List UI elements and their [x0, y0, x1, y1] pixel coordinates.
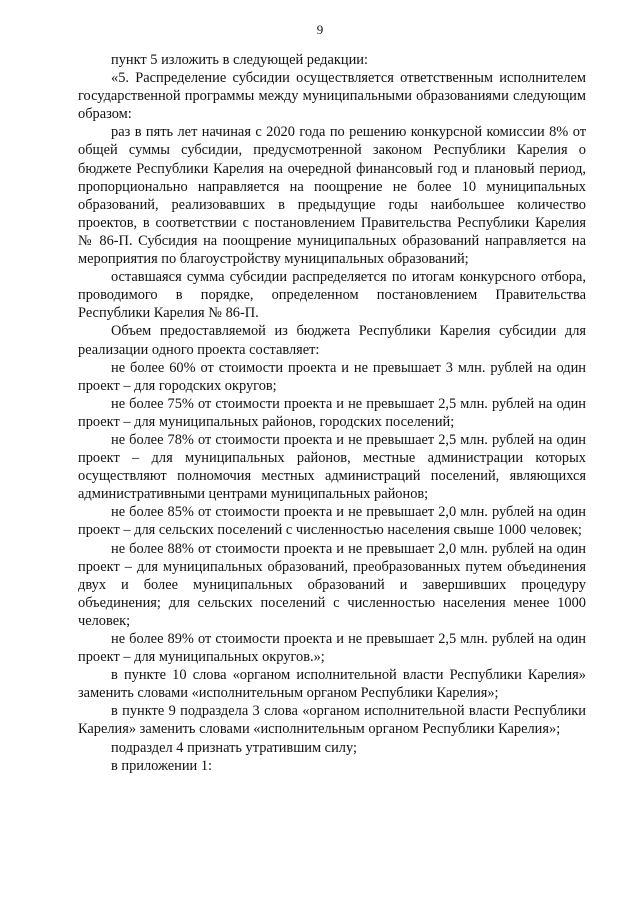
paragraph-rate-89: не более 89% от стоимости проекта и не превышает 2,5 млн. рублей на один проект – для муниципальных округов.»; [78, 631, 586, 666]
paragraph-rate-85: не более 85% от стоимости проекта и не превышает 2,0 млн. рублей на один проект – для сельских поселений с численностью населения свыше 1000 человек; [78, 504, 586, 539]
paragraph-rate-78: не более 78% от стоимости проекта и не превышает 2,5 млн. рублей на один проект – для муниципальных районов, местные администрации которых осуществляют полномочия местных администраций поселений, являющихся административными центрами муниципальных районов; [78, 431, 586, 503]
paragraph-rate-75: не более 75% от стоимости проекта и не превышает 2,5 млн. рублей на один проект – для муниципальных районов, городских поселений; [78, 395, 586, 430]
paragraph-rate-88: не более 88% от стоимости проекта и не превышает 2,0 млн. рублей на один проект – для муниципальных образований, преобразованных путем объединения двух и более муниципальных образований и завершивших процедуру объединения; для сельских поселений с численностью населения менее 1000 человек; [78, 540, 586, 629]
paragraph-remaining-subsidy: оставшаяся сумма субсидии распределяется по итогам конкурсного отбора, проводимого в порядке, определенном постановлением Правительства Республики Карелия № 86-П. [78, 269, 586, 322]
paragraph-rate-60: не более 60% от стоимости проекта и не превышает 3 млн. рублей на один проект – для городских округов; [78, 359, 586, 394]
paragraph-subsection-3-replacement: в пункте 9 подраздела 3 слова «органом исполнительной власти Республики Карелия» заменить словами «исполнительным органом Республики Карелия»; [78, 703, 586, 738]
paragraph-incentive-distribution: раз в пять лет начиная с 2020 года по решению конкурсной комиссии 8% от общей суммы субсидии, предусмотренной законом Республики Карелия о бюджете Республики Карелия на очередной финансовый год и плановый период, пропорционально направляется на поощрение не более 10 муниципальных образований, реализовавших в предыдущие годы наибольшее количество проектов, в соответствии с постановлением Правительства Республики Карелия № 86-П. Субсидия на поощрение муниципальных образований направляется на мероприятия по благоустройству муниципальных образований; [78, 124, 586, 268]
paragraph-amend-point-5: пункт 5 изложить в следующей редакции: [111, 52, 368, 68]
paragraph-appendix-1: в приложении 1: [111, 757, 213, 774]
paragraph-point-10-replacement: в пункте 10 слова «органом исполнительной власти Республики Карелия» заменить словами «исполнительным органом Республики Карелия»; [78, 667, 586, 702]
document-body [78, 51, 586, 775]
paragraph-subsection-4-void: подраздел 4 признать утратившим силу; [111, 739, 357, 756]
paragraph-point-5-intro: «5. Распределение субсидии осуществляется ответственным исполнителем государственной программы между муниципальными образованиями следующим образом: [78, 70, 586, 123]
paragraph-subsidy-volume: Объем предоставляемой из бюджета Республики Карелия субсидии для реализации одного проекта составляет: [78, 323, 586, 358]
page-number: 9 [316, 22, 324, 37]
